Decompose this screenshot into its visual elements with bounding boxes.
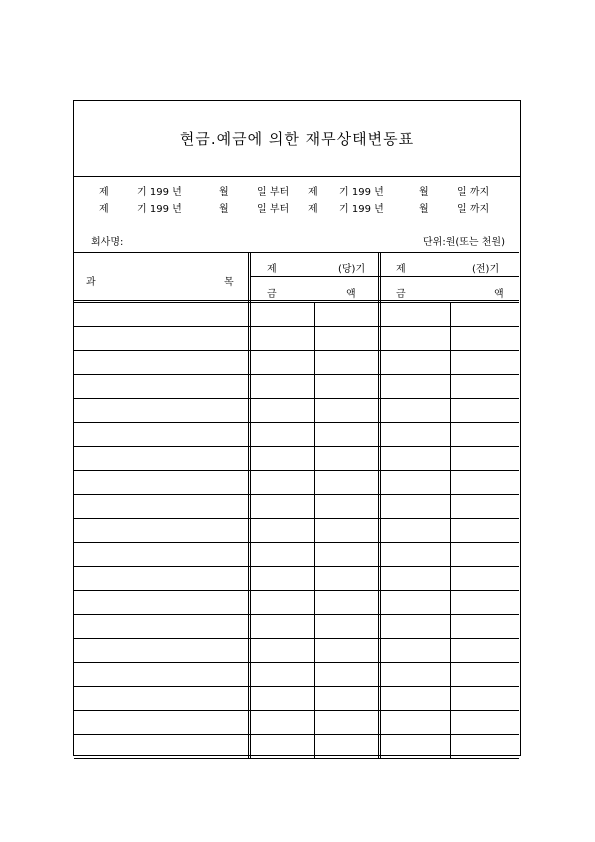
header-current-je: 제 [267, 264, 277, 275]
table-row [74, 326, 519, 327]
period-je: 제 [308, 204, 318, 215]
table-row [74, 686, 519, 687]
period-month: 월 [419, 204, 429, 215]
title-box [74, 101, 520, 177]
table-row [74, 566, 519, 567]
period-day-from: 일 부터 [257, 187, 290, 198]
table-row [74, 350, 519, 351]
unit-label: 단위:원(또는 천원) [423, 237, 505, 248]
header-prior-amount-left: 금 [396, 289, 406, 300]
table-row [74, 494, 519, 495]
column-divider [450, 302, 451, 758]
column-divider [314, 302, 315, 758]
table-row [74, 662, 519, 663]
header-prior-gi: (전)기 [472, 264, 500, 275]
period-line-1 [74, 183, 520, 198]
table-row [74, 518, 519, 519]
period-day-until: 일 까지 [457, 204, 490, 215]
header-current-gi: (당)기 [338, 264, 366, 275]
column-divider [248, 252, 249, 758]
period-line-2 [74, 200, 520, 215]
header-bottom-line [74, 302, 519, 303]
period-year: 기 199 년 [137, 187, 182, 198]
period-year: 기 199 년 [137, 204, 182, 215]
table-row [74, 374, 519, 375]
table-row [74, 710, 519, 711]
table-row [74, 542, 519, 543]
table-row [74, 614, 519, 615]
header-subject-left: 과 [86, 277, 96, 288]
column-divider [250, 252, 251, 758]
column-divider [378, 252, 379, 758]
header-subject-right: 목 [224, 277, 234, 288]
cash-flow-form [73, 100, 521, 756]
period-month: 월 [219, 187, 229, 198]
table-row [74, 470, 519, 471]
period-month: 월 [219, 204, 229, 215]
table-row [74, 638, 519, 639]
table-top-line [74, 252, 519, 253]
table-row [74, 734, 519, 735]
form-title: 현금.예금에 의한 재무상태변동표 [179, 130, 415, 148]
table-row [74, 446, 519, 447]
period-je: 제 [99, 187, 109, 198]
header-bottom-line [74, 300, 519, 301]
company-name-label: 회사명: [91, 237, 124, 248]
table-row [74, 758, 519, 759]
period-day-until: 일 까지 [457, 187, 490, 198]
table-row [74, 422, 519, 423]
header-sub-line [250, 276, 519, 277]
period-year: 기 199 년 [339, 187, 384, 198]
statement-table [74, 252, 520, 755]
table-row [74, 398, 519, 399]
header-current-amount-left: 금 [267, 289, 277, 300]
header-prior-amount-right: 액 [494, 289, 504, 300]
period-month: 월 [419, 187, 429, 198]
period-je: 제 [308, 187, 318, 198]
period-year: 기 199 년 [339, 204, 384, 215]
header-prior-je: 제 [396, 264, 406, 275]
column-divider [380, 252, 381, 758]
header-current-amount-right: 액 [346, 289, 356, 300]
table-row [74, 590, 519, 591]
period-day-from: 일 부터 [257, 204, 290, 215]
period-je: 제 [99, 204, 109, 215]
